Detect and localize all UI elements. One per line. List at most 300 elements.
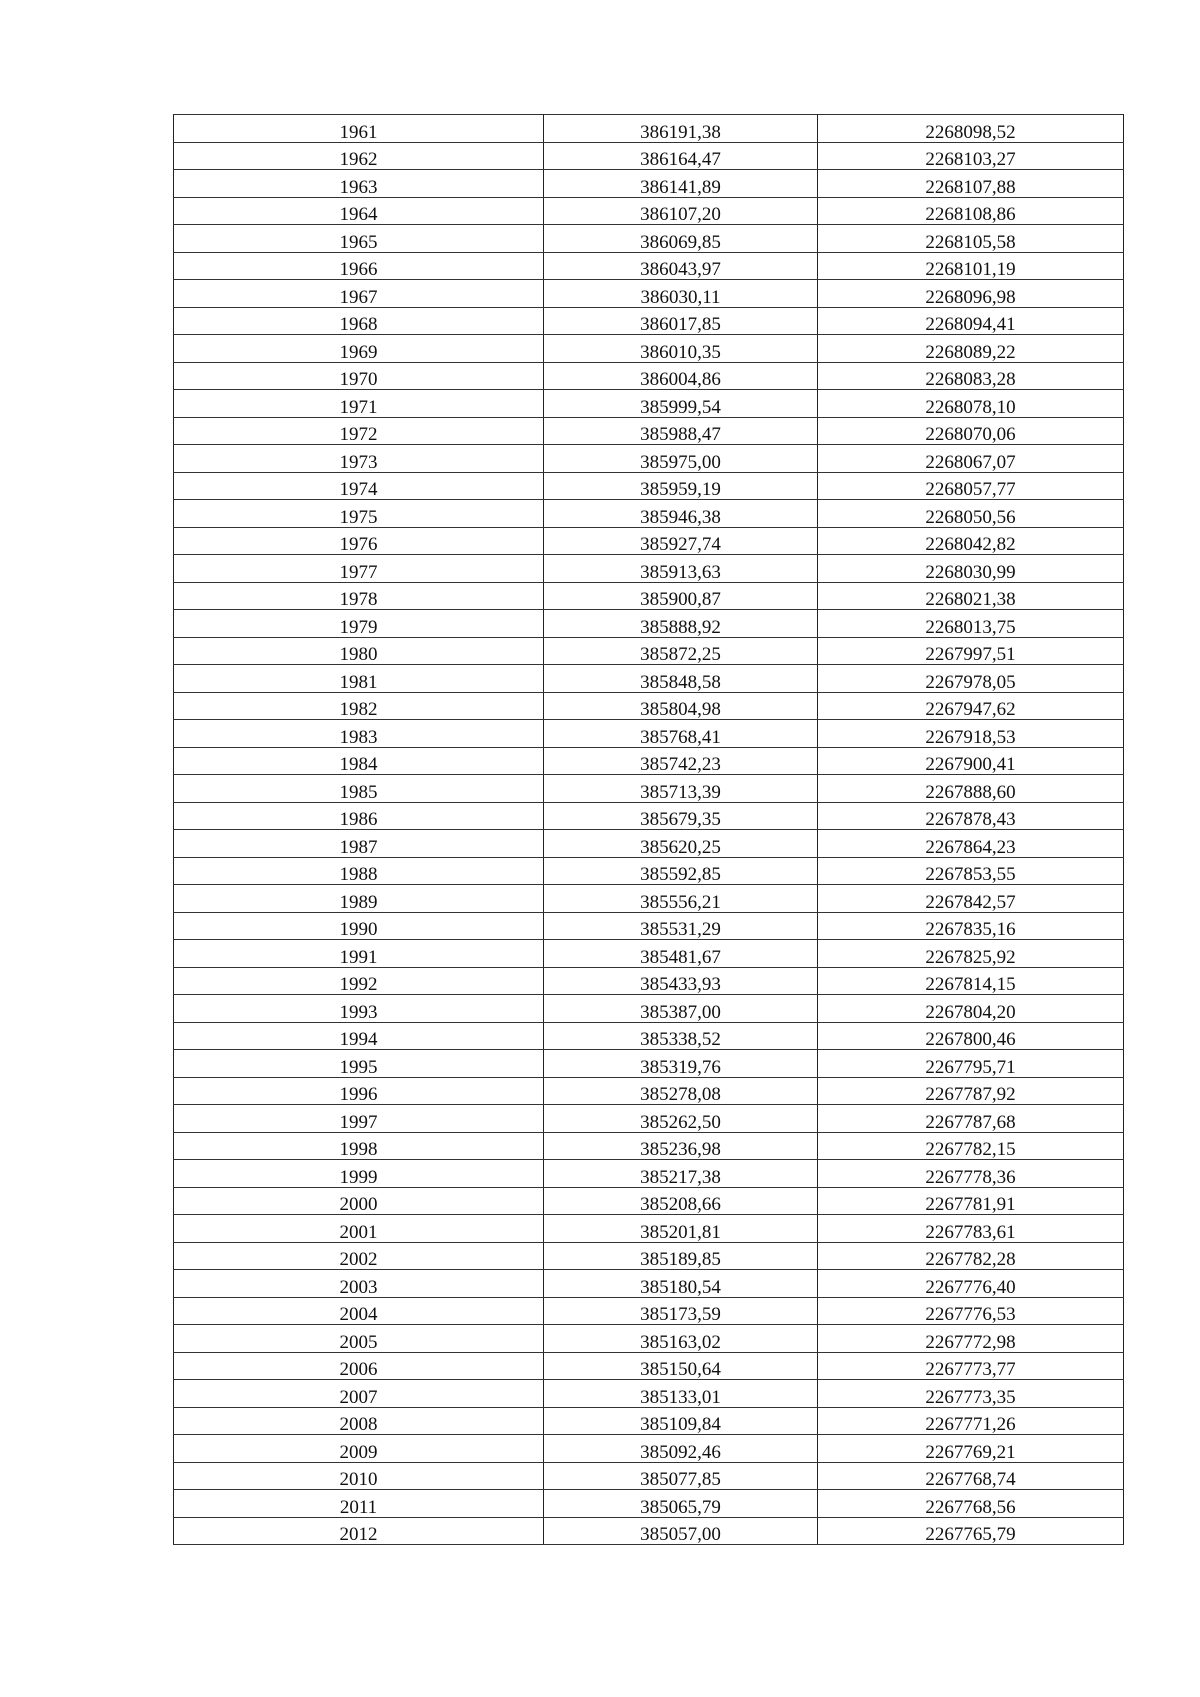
table-row bbox=[174, 142, 1124, 170]
x-value-cell bbox=[544, 885, 818, 913]
y-value-cell bbox=[818, 1517, 1124, 1545]
cell-text: 1996 bbox=[339, 1084, 378, 1105]
year-cell bbox=[174, 1517, 544, 1545]
y-value-cell bbox=[818, 940, 1124, 968]
x-value-cell bbox=[544, 115, 818, 143]
cell-text: 386107,20 bbox=[640, 204, 721, 225]
table-row bbox=[174, 912, 1124, 940]
year-cell bbox=[174, 775, 544, 803]
year-cell bbox=[174, 885, 544, 913]
year-cell bbox=[174, 582, 544, 610]
cell-text: 2268042,82 bbox=[925, 534, 1016, 555]
cell-text: 2267900,41 bbox=[925, 754, 1016, 775]
year-cell bbox=[174, 1297, 544, 1325]
cell-text: 385057,00 bbox=[640, 1524, 721, 1545]
year-cell bbox=[174, 1380, 544, 1408]
y-value-cell bbox=[818, 967, 1124, 995]
x-value-cell bbox=[544, 1215, 818, 1243]
x-value-cell bbox=[544, 1325, 818, 1353]
x-value-cell bbox=[544, 1187, 818, 1215]
cell-text: 2267781,91 bbox=[925, 1194, 1016, 1215]
x-value-cell bbox=[544, 1270, 818, 1298]
cell-text: 2268108,86 bbox=[925, 204, 1016, 225]
cell-text: 1968 bbox=[339, 314, 378, 335]
cell-text: 1986 bbox=[339, 809, 378, 830]
cell-text: 2268083,28 bbox=[925, 369, 1016, 390]
cell-text: 385481,67 bbox=[640, 946, 721, 968]
year-cell bbox=[174, 967, 544, 995]
cell-text: 2268101,19 bbox=[925, 259, 1016, 280]
y-value-cell bbox=[818, 885, 1124, 913]
y-value-cell bbox=[818, 1160, 1124, 1188]
cell-text: 2267997,51 bbox=[925, 644, 1016, 665]
y-value-cell bbox=[818, 362, 1124, 390]
table-row bbox=[174, 280, 1124, 308]
y-value-cell bbox=[818, 1325, 1124, 1353]
cell-text: 2267776,53 bbox=[925, 1304, 1016, 1325]
y-value-cell bbox=[818, 692, 1124, 720]
cell-text: 1993 bbox=[339, 1001, 378, 1023]
table-row bbox=[174, 692, 1124, 720]
table-row bbox=[174, 995, 1124, 1023]
y-value-cell bbox=[818, 1490, 1124, 1518]
year-cell bbox=[174, 390, 544, 418]
cell-text: 2268089,22 bbox=[925, 341, 1016, 363]
year-cell bbox=[174, 1242, 544, 1270]
year-cell bbox=[174, 1407, 544, 1435]
year-cell bbox=[174, 1022, 544, 1050]
y-value-cell bbox=[818, 280, 1124, 308]
y-value-cell bbox=[818, 857, 1124, 885]
cell-text: 2268013,75 bbox=[925, 616, 1016, 638]
cell-text: 385262,50 bbox=[640, 1111, 721, 1133]
year-cell bbox=[174, 280, 544, 308]
table-row bbox=[174, 362, 1124, 390]
x-value-cell bbox=[544, 1132, 818, 1160]
year-cell bbox=[174, 665, 544, 693]
cell-text: 2267773,77 bbox=[925, 1359, 1016, 1380]
y-value-cell bbox=[818, 775, 1124, 803]
cell-text: 1982 bbox=[339, 699, 378, 720]
cell-text: 385592,85 bbox=[640, 864, 721, 885]
y-value-cell bbox=[818, 170, 1124, 198]
y-value-cell bbox=[818, 1022, 1124, 1050]
cell-text: 385804,98 bbox=[640, 699, 721, 720]
year-cell bbox=[174, 692, 544, 720]
table-row bbox=[174, 802, 1124, 830]
cell-text: 1983 bbox=[339, 726, 378, 748]
table-row bbox=[174, 1270, 1124, 1298]
x-value-cell bbox=[544, 307, 818, 335]
y-value-cell bbox=[818, 720, 1124, 748]
x-value-cell bbox=[544, 1050, 818, 1078]
cell-text: 2267787,92 bbox=[925, 1084, 1016, 1105]
year-cell bbox=[174, 362, 544, 390]
y-value-cell bbox=[818, 610, 1124, 638]
cell-text: 2005 bbox=[339, 1331, 378, 1353]
cell-text: 2268030,99 bbox=[925, 561, 1016, 583]
table-row bbox=[174, 225, 1124, 253]
year-cell bbox=[174, 1490, 544, 1518]
coordinates-table bbox=[173, 114, 1124, 1545]
x-value-cell bbox=[544, 775, 818, 803]
y-value-cell bbox=[818, 472, 1124, 500]
year-cell bbox=[174, 637, 544, 665]
cell-text: 2268078,10 bbox=[925, 396, 1016, 418]
y-value-cell bbox=[818, 1105, 1124, 1133]
year-cell bbox=[174, 610, 544, 638]
cell-text: 385208,66 bbox=[640, 1194, 721, 1215]
year-cell bbox=[174, 1105, 544, 1133]
cell-text: 2268050,56 bbox=[925, 506, 1016, 528]
cell-text: 2267800,46 bbox=[925, 1029, 1016, 1050]
cell-text: 2009 bbox=[339, 1441, 378, 1463]
year-cell bbox=[174, 225, 544, 253]
year-cell bbox=[174, 527, 544, 555]
cell-text: 1967 bbox=[339, 286, 378, 308]
year-cell bbox=[174, 1160, 544, 1188]
table-row bbox=[174, 1325, 1124, 1353]
x-value-cell bbox=[544, 445, 818, 473]
y-value-cell bbox=[818, 1242, 1124, 1270]
y-value-cell bbox=[818, 335, 1124, 363]
year-cell bbox=[174, 335, 544, 363]
y-value-cell bbox=[818, 665, 1124, 693]
year-cell bbox=[174, 940, 544, 968]
x-value-cell bbox=[544, 1380, 818, 1408]
y-value-cell bbox=[818, 500, 1124, 528]
cell-text: 1966 bbox=[339, 259, 378, 280]
x-value-cell bbox=[544, 610, 818, 638]
cell-text: 385109,84 bbox=[640, 1414, 721, 1435]
cell-text: 1992 bbox=[339, 974, 378, 995]
table-row bbox=[174, 390, 1124, 418]
x-value-cell bbox=[544, 967, 818, 995]
y-value-cell bbox=[818, 1352, 1124, 1380]
cell-text: 2267888,60 bbox=[925, 781, 1016, 803]
table-row bbox=[174, 665, 1124, 693]
x-value-cell bbox=[544, 197, 818, 225]
cell-text: 385768,41 bbox=[640, 726, 721, 748]
year-cell bbox=[174, 1050, 544, 1078]
x-value-cell bbox=[544, 252, 818, 280]
year-cell bbox=[174, 307, 544, 335]
cell-text: 2268057,77 bbox=[925, 479, 1016, 500]
y-value-cell bbox=[818, 1270, 1124, 1298]
cell-text: 2267773,35 bbox=[925, 1386, 1016, 1408]
y-value-cell bbox=[818, 1380, 1124, 1408]
table-row bbox=[174, 472, 1124, 500]
table-row bbox=[174, 1242, 1124, 1270]
y-value-cell bbox=[818, 1187, 1124, 1215]
cell-text: 2267835,16 bbox=[925, 919, 1016, 940]
cell-text: 2267782,15 bbox=[925, 1139, 1016, 1160]
cell-text: 2000 bbox=[339, 1194, 378, 1215]
cell-text: 2268094,41 bbox=[925, 314, 1016, 335]
x-value-cell bbox=[544, 1490, 818, 1518]
cell-text: 385133,01 bbox=[640, 1386, 721, 1408]
table-row bbox=[174, 445, 1124, 473]
x-value-cell bbox=[544, 527, 818, 555]
cell-text: 1965 bbox=[339, 231, 378, 253]
y-value-cell bbox=[818, 747, 1124, 775]
cell-text: 1994 bbox=[339, 1029, 378, 1050]
cell-text: 2268105,58 bbox=[925, 231, 1016, 253]
y-value-cell bbox=[818, 417, 1124, 445]
cell-text: 2007 bbox=[339, 1386, 378, 1408]
cell-text: 1970 bbox=[339, 369, 378, 390]
cell-text: 2267853,55 bbox=[925, 864, 1016, 885]
year-cell bbox=[174, 1270, 544, 1298]
cell-text: 2268107,88 bbox=[925, 176, 1016, 198]
cell-text: 1999 bbox=[339, 1166, 378, 1188]
cell-text: 385713,39 bbox=[640, 781, 721, 803]
cell-text: 2010 bbox=[339, 1469, 378, 1490]
cell-text: 1978 bbox=[339, 589, 378, 610]
x-value-cell bbox=[544, 1352, 818, 1380]
cell-text: 385556,21 bbox=[640, 891, 721, 913]
cell-text: 2267878,43 bbox=[925, 809, 1016, 830]
cell-text: 385927,74 bbox=[640, 534, 721, 555]
y-value-cell bbox=[818, 1132, 1124, 1160]
table-row bbox=[174, 1435, 1124, 1463]
cell-text: 385173,59 bbox=[640, 1304, 721, 1325]
y-value-cell bbox=[818, 307, 1124, 335]
table-row bbox=[174, 335, 1124, 363]
table-row bbox=[174, 1297, 1124, 1325]
cell-text: 1980 bbox=[339, 644, 378, 665]
year-cell bbox=[174, 1187, 544, 1215]
cell-text: 2267804,20 bbox=[925, 1001, 1016, 1023]
table-row bbox=[174, 747, 1124, 775]
cell-text: 1975 bbox=[339, 506, 378, 528]
cell-text: 385959,19 bbox=[640, 479, 721, 500]
cell-text: 386069,85 bbox=[640, 231, 721, 253]
cell-text: 1998 bbox=[339, 1139, 378, 1160]
cell-text: 1979 bbox=[339, 616, 378, 638]
cell-text: 385150,64 bbox=[640, 1359, 721, 1380]
cell-text: 2003 bbox=[339, 1276, 378, 1298]
cell-text: 2267771,26 bbox=[925, 1414, 1016, 1435]
x-value-cell bbox=[544, 472, 818, 500]
cell-text: 385848,58 bbox=[640, 671, 721, 693]
cell-text: 1988 bbox=[339, 864, 378, 885]
year-cell bbox=[174, 1132, 544, 1160]
cell-text: 385236,98 bbox=[640, 1139, 721, 1160]
table-row bbox=[174, 170, 1124, 198]
cell-text: 385201,81 bbox=[640, 1221, 721, 1243]
cell-text: 385742,23 bbox=[640, 754, 721, 775]
cell-text: 2006 bbox=[339, 1359, 378, 1380]
y-value-cell bbox=[818, 527, 1124, 555]
y-value-cell bbox=[818, 197, 1124, 225]
year-cell bbox=[174, 500, 544, 528]
table-row bbox=[174, 830, 1124, 858]
year-cell bbox=[174, 142, 544, 170]
year-cell bbox=[174, 472, 544, 500]
cell-text: 2267825,92 bbox=[925, 946, 1016, 968]
table-row bbox=[174, 1517, 1124, 1545]
table-row bbox=[174, 940, 1124, 968]
y-value-cell bbox=[818, 1462, 1124, 1490]
y-value-cell bbox=[818, 582, 1124, 610]
year-cell bbox=[174, 720, 544, 748]
cell-text: 386141,89 bbox=[640, 176, 721, 198]
y-value-cell bbox=[818, 830, 1124, 858]
cell-text: 385217,38 bbox=[640, 1166, 721, 1188]
x-value-cell bbox=[544, 1407, 818, 1435]
year-cell bbox=[174, 1077, 544, 1105]
y-value-cell bbox=[818, 115, 1124, 143]
cell-text: 1972 bbox=[339, 424, 378, 445]
x-value-cell bbox=[544, 417, 818, 445]
cell-text: 386043,97 bbox=[640, 259, 721, 280]
year-cell bbox=[174, 1435, 544, 1463]
y-value-cell bbox=[818, 995, 1124, 1023]
table-row bbox=[174, 252, 1124, 280]
cell-text: 2267918,53 bbox=[925, 726, 1016, 748]
x-value-cell bbox=[544, 665, 818, 693]
cell-text: 385913,63 bbox=[640, 561, 721, 583]
cell-text: 386004,86 bbox=[640, 369, 721, 390]
table-row bbox=[174, 775, 1124, 803]
table-row bbox=[174, 1407, 1124, 1435]
x-value-cell bbox=[544, 142, 818, 170]
cell-text: 2268021,38 bbox=[925, 589, 1016, 610]
table-row bbox=[174, 637, 1124, 665]
y-value-cell bbox=[818, 1077, 1124, 1105]
table-row bbox=[174, 857, 1124, 885]
x-value-cell bbox=[544, 747, 818, 775]
year-cell bbox=[174, 1215, 544, 1243]
table-row bbox=[174, 610, 1124, 638]
year-cell bbox=[174, 555, 544, 583]
cell-text: 385975,00 bbox=[640, 451, 721, 473]
table-row bbox=[174, 500, 1124, 528]
table-row bbox=[174, 1490, 1124, 1518]
table-row bbox=[174, 1215, 1124, 1243]
x-value-cell bbox=[544, 720, 818, 748]
cell-text: 1971 bbox=[339, 396, 378, 418]
x-value-cell bbox=[544, 500, 818, 528]
y-value-cell bbox=[818, 252, 1124, 280]
cell-text: 2267814,15 bbox=[925, 974, 1016, 995]
year-cell bbox=[174, 1325, 544, 1353]
cell-text: 385278,08 bbox=[640, 1084, 721, 1105]
x-value-cell bbox=[544, 802, 818, 830]
cell-text: 1981 bbox=[339, 671, 378, 693]
table-row bbox=[174, 1050, 1124, 1078]
year-cell bbox=[174, 995, 544, 1023]
cell-text: 385888,92 bbox=[640, 616, 721, 638]
x-value-cell bbox=[544, 1105, 818, 1133]
cell-text: 385319,76 bbox=[640, 1056, 721, 1078]
table-row bbox=[174, 1160, 1124, 1188]
year-cell bbox=[174, 912, 544, 940]
table-row bbox=[174, 1462, 1124, 1490]
cell-text: 2267772,98 bbox=[925, 1331, 1016, 1353]
table-row bbox=[174, 197, 1124, 225]
table-row bbox=[174, 1352, 1124, 1380]
y-value-cell bbox=[818, 555, 1124, 583]
table-row bbox=[174, 417, 1124, 445]
cell-text: 2267978,05 bbox=[925, 671, 1016, 693]
cell-text: 385679,35 bbox=[640, 809, 721, 830]
cell-text: 1984 bbox=[339, 754, 378, 775]
x-value-cell bbox=[544, 857, 818, 885]
x-value-cell bbox=[544, 280, 818, 308]
cell-text: 2267778,36 bbox=[925, 1166, 1016, 1188]
y-value-cell bbox=[818, 445, 1124, 473]
cell-text: 2004 bbox=[339, 1304, 378, 1325]
cell-text: 2267783,61 bbox=[925, 1221, 1016, 1243]
x-value-cell bbox=[544, 940, 818, 968]
cell-text: 1962 bbox=[339, 149, 378, 170]
cell-text: 385531,29 bbox=[640, 919, 721, 940]
table-row bbox=[174, 1105, 1124, 1133]
year-cell bbox=[174, 252, 544, 280]
cell-text: 385092,46 bbox=[640, 1441, 721, 1463]
year-cell bbox=[174, 197, 544, 225]
x-value-cell bbox=[544, 637, 818, 665]
x-value-cell bbox=[544, 1242, 818, 1270]
x-value-cell bbox=[544, 1022, 818, 1050]
x-value-cell bbox=[544, 1160, 818, 1188]
cell-text: 386017,85 bbox=[640, 314, 721, 335]
year-cell bbox=[174, 417, 544, 445]
table-row bbox=[174, 582, 1124, 610]
x-value-cell bbox=[544, 692, 818, 720]
year-cell bbox=[174, 445, 544, 473]
cell-text: 385620,25 bbox=[640, 836, 721, 858]
cell-text: 2268070,06 bbox=[925, 424, 1016, 445]
cell-text: 2267864,23 bbox=[925, 836, 1016, 858]
table-row bbox=[174, 307, 1124, 335]
year-cell bbox=[174, 802, 544, 830]
cell-text: 385065,79 bbox=[640, 1496, 721, 1518]
x-value-cell bbox=[544, 170, 818, 198]
cell-text: 1989 bbox=[339, 891, 378, 913]
cell-text: 2008 bbox=[339, 1414, 378, 1435]
table-row bbox=[174, 967, 1124, 995]
cell-text: 386010,35 bbox=[640, 341, 721, 363]
year-cell bbox=[174, 170, 544, 198]
cell-text: 385946,38 bbox=[640, 506, 721, 528]
y-value-cell bbox=[818, 802, 1124, 830]
table-row bbox=[174, 1187, 1124, 1215]
x-value-cell bbox=[544, 1517, 818, 1545]
y-value-cell bbox=[818, 390, 1124, 418]
cell-text: 2267769,21 bbox=[925, 1441, 1016, 1463]
table-row bbox=[174, 720, 1124, 748]
table-body bbox=[174, 115, 1124, 1545]
y-value-cell bbox=[818, 142, 1124, 170]
y-value-cell bbox=[818, 637, 1124, 665]
cell-text: 1995 bbox=[339, 1056, 378, 1078]
cell-text: 1985 bbox=[339, 781, 378, 803]
table-row bbox=[174, 885, 1124, 913]
x-value-cell bbox=[544, 1462, 818, 1490]
cell-text: 2268098,52 bbox=[925, 121, 1016, 143]
cell-text: 2011 bbox=[339, 1496, 378, 1518]
cell-text: 386164,47 bbox=[640, 149, 721, 170]
cell-text: 1990 bbox=[339, 919, 378, 940]
y-value-cell bbox=[818, 1407, 1124, 1435]
table-row bbox=[174, 1022, 1124, 1050]
cell-text: 2268067,07 bbox=[925, 451, 1016, 473]
x-value-cell bbox=[544, 1435, 818, 1463]
cell-text: 385999,54 bbox=[640, 396, 721, 418]
